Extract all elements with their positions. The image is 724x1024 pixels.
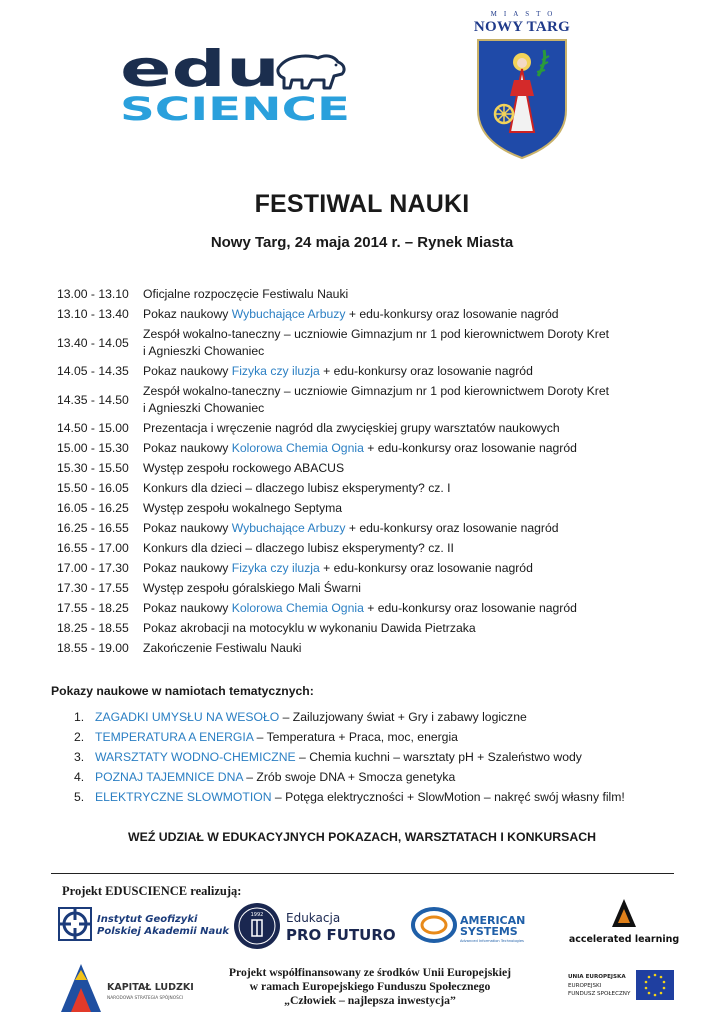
eduscience-logo xyxy=(120,40,352,128)
crest-city-label: NOWY TARG xyxy=(473,19,571,35)
tents-list xyxy=(74,707,625,807)
schedule-time: 18.25 - 18.55 xyxy=(57,621,129,635)
show-name: Fizyka czy iluzja xyxy=(231,560,320,575)
schedule-desc: Zakończenie Festiwalu Nauki xyxy=(143,640,302,655)
svg-text:PRO FUTURO: PRO FUTURO xyxy=(286,926,396,944)
eu-flag-icon xyxy=(636,970,674,1000)
show-name: Fizyka czy iluzja xyxy=(231,363,320,378)
svg-text:Advanced Information Technolog: Advanced Information Technologies xyxy=(460,939,524,943)
schedule-row xyxy=(57,381,677,418)
partners-heading: Projekt EDUSCIENCE realizują: xyxy=(62,884,242,898)
svg-text:Polskiej Akademii Nauk: Polskiej Akademii Nauk xyxy=(97,926,230,937)
svg-text:UNIA EUROPEJSKA: UNIA EUROPEJSKA xyxy=(568,974,626,980)
list-item: 4. POZNAJ TAJEMNICE DNA – Zrób swoje DNA + Smocza genetyka xyxy=(74,770,456,784)
schedule-desc: Występ zespołu wokalnego Septyma xyxy=(143,500,343,515)
schedule-desc: Pokaz naukowy Wybuchające Arbuzy + edu-konkursy oraz losowanie nagród xyxy=(143,306,559,321)
edu-wordmark: edu xyxy=(120,40,280,98)
schedule-row xyxy=(57,304,677,324)
list-item: 1. ZAGADKI UMYSŁU NA WESOŁO – Zailuzjowany świat + Gry i zabawy logiczne xyxy=(74,710,527,724)
schedule-row xyxy=(57,361,677,381)
svg-text:Instytut Geofizyki: Instytut Geofizyki xyxy=(97,914,198,925)
science-wordmark: SCIENCE xyxy=(120,90,350,128)
kapital-ludzki-emblem-icon xyxy=(61,964,101,1012)
schedule-desc: Pokaz naukowy Kolorowa Chemia Ognia + edu-konkursy oraz losowanie nagród xyxy=(143,440,577,455)
schedule-desc: Oficjalne rozpoczęcie Festiwalu Nauki xyxy=(143,286,349,301)
list-item: 5. ELEKTRYCZNE SLOWMOTION – Potęga elektryczności + SlowMotion – nakręć swój własny film! xyxy=(74,790,625,804)
schedule-row xyxy=(57,538,677,558)
schedule-time: 16.05 - 16.25 xyxy=(57,501,129,515)
schedule-desc: Zespół wokalno-taneczny – uczniowie Gimnazjum nr 1 pod kierownictwem Doroty Kret i Agnieszki Chowaniec xyxy=(143,383,610,415)
american-systems-emblem-icon xyxy=(413,909,455,941)
schedule-desc: Występ zespołu rockowego ABACUS xyxy=(143,460,345,475)
tent-name: POZNAJ TAJEMNICE DNA xyxy=(95,770,243,784)
schedule-row xyxy=(57,558,677,578)
svg-text:EUROPEJSKI: EUROPEJSKI xyxy=(568,983,602,989)
schedule-row xyxy=(57,284,677,304)
schedule-row xyxy=(57,458,677,478)
page-title: FESTIWAL NAUKI xyxy=(254,190,470,218)
tent-name: WARSZTATY WODNO-CHEMICZNE xyxy=(95,750,296,764)
schedule-time: 14.50 - 15.00 xyxy=(57,421,129,435)
schedule-time: 16.25 - 16.55 xyxy=(57,521,129,535)
schedule-desc: Pokaz naukowy Wybuchające Arbuzy + edu-konkursy oraz losowanie nagród xyxy=(143,520,559,535)
call-to-action: WEŹ UDZIAŁ W EDUKACYJNYCH POKAZACH, WARSZTATACH I KONKURSACH xyxy=(128,830,596,844)
svg-text:Edukacja: Edukacja xyxy=(286,911,341,925)
schedule-time: 17.00 - 17.30 xyxy=(57,561,129,575)
schedule-time: 15.00 - 15.30 xyxy=(57,441,129,455)
schedule-time: 18.55 - 19.00 xyxy=(57,641,129,655)
schedule-row xyxy=(57,438,677,458)
schedule-list xyxy=(57,284,677,658)
nowy-targ-crest xyxy=(472,10,572,168)
cofinance-note: Projekt współfinansowany ze środków Unii Europejskiej w ramach Europejskiego Funduszu Społecznego „Człowiek – najlepsza inwestycja” xyxy=(228,966,512,1007)
schedule-time: 13.10 - 13.40 xyxy=(57,307,129,321)
svg-text:KAPITAŁ LUDZKI: KAPITAŁ LUDZKI xyxy=(107,982,194,993)
eu-esf-logo xyxy=(566,968,676,1004)
igf-pan-logo xyxy=(57,900,230,948)
schedule-row xyxy=(57,578,677,598)
svg-text:FUNDUSZ SPOŁECZNY: FUNDUSZ SPOŁECZNY xyxy=(568,991,631,997)
show-name: Wybuchające Arbuzy xyxy=(231,306,346,321)
flame-icon xyxy=(612,899,636,927)
tent-name: TEMPERATURA A ENERGIA xyxy=(95,730,254,744)
svg-text:SYSTEMS: SYSTEMS xyxy=(460,925,518,938)
crest-miasto-label: MIASTO xyxy=(490,10,560,18)
schedule-time: 17.55 - 18.25 xyxy=(57,601,129,615)
schedule-row xyxy=(57,324,677,361)
tents-heading: Pokazy naukowe w namiotach tematycznych: xyxy=(51,684,314,698)
schedule-row xyxy=(57,598,677,618)
schedule-time: 16.55 - 17.00 xyxy=(57,541,129,555)
list-item: 3. WARSZTATY WODNO-CHEMICZNE – Chemia kuchni – warsztaty pH + Szaleństwo wody xyxy=(74,750,582,764)
schedule-time: 13.40 - 14.05 xyxy=(57,335,129,350)
schedule-desc: Zespół wokalno-taneczny – uczniowie Gimnazjum nr 1 pod kierownictwem Doroty Kret i Agnieszki Chowaniec xyxy=(143,326,610,358)
coat-of-arms-icon xyxy=(474,36,570,160)
event-subtitle: Nowy Targ, 24 maja 2014 r. – Rynek Miasta xyxy=(210,234,514,251)
tent-name: ZAGADKI UMYSŁU NA WESOŁO xyxy=(95,710,280,724)
schedule-desc: Pokaz naukowy Kolorowa Chemia Ognia + edu-konkursy oraz losowanie nagród xyxy=(143,600,577,615)
schedule-desc: Pokaz naukowy Fizyka czy iluzja + edu-konkursy oraz losowanie nagród xyxy=(143,363,533,378)
schedule-desc: Konkurs dla dzieci – dlaczego lubisz eksperymenty? cz. II xyxy=(143,540,454,555)
schedule-row xyxy=(57,498,677,518)
schedule-time: 15.50 - 16.05 xyxy=(57,481,129,495)
schedule-time: 14.35 - 14.50 xyxy=(57,392,129,407)
polar-bear-icon xyxy=(278,56,344,88)
schedule-desc: Pokaz naukowy Fizyka czy iluzja + edu-konkursy oraz losowanie nagród xyxy=(143,560,533,575)
schedule-row xyxy=(57,638,677,658)
schedule-row xyxy=(57,618,677,638)
accelerated-learning-logo xyxy=(568,897,680,949)
show-name: Kolorowa Chemia Ognia xyxy=(231,600,364,615)
schedule-row xyxy=(57,418,677,438)
schedule-desc: Prezentacja i wręczenie nagród dla zwycięskiej grupy warsztatów naukowych xyxy=(143,420,560,435)
svg-text:accelerated learning: accelerated learning xyxy=(568,934,680,945)
svg-text:NARODOWA STRATEGIA SPÓJNOŚCI: NARODOWA STRATEGIA SPÓJNOŚCI xyxy=(107,996,184,1001)
schedule-desc: Występ zespołu góralskiego Mali Śwarni xyxy=(143,580,362,595)
schedule-row xyxy=(57,478,677,498)
schedule-time: 13.00 - 13.10 xyxy=(57,287,129,301)
show-name: Wybuchające Arbuzy xyxy=(231,520,346,535)
american-systems-logo xyxy=(410,902,540,948)
schedule-desc: Konkurs dla dzieci – dlaczego lubisz eksperymenty? cz. I xyxy=(143,480,451,495)
svg-text:AMERICAN: AMERICAN xyxy=(460,914,526,927)
pro-futuro-seal-icon xyxy=(234,903,280,949)
list-item: 2. TEMPERATURA A ENERGIA – Temperatura + Praca, moc, energia xyxy=(74,730,458,744)
schedule-desc: Pokaz akrobacji na motocyklu w wykonaniu Dawida Pietrzaka xyxy=(143,620,476,635)
schedule-time: 17.30 - 17.55 xyxy=(57,581,129,595)
show-name: Kolorowa Chemia Ognia xyxy=(231,440,364,455)
divider xyxy=(51,873,674,874)
kapital-ludzki-logo xyxy=(57,960,197,1018)
schedule-time: 14.05 - 14.35 xyxy=(57,364,129,378)
schedule-time: 15.30 - 15.50 xyxy=(57,461,129,475)
tent-name: ELEKTRYCZNE SLOWMOTION xyxy=(95,790,272,804)
schedule-row xyxy=(57,518,677,538)
igf-emblem-icon xyxy=(59,908,91,940)
pro-futuro-logo xyxy=(232,900,396,952)
svg-text:1992: 1992 xyxy=(250,912,264,918)
